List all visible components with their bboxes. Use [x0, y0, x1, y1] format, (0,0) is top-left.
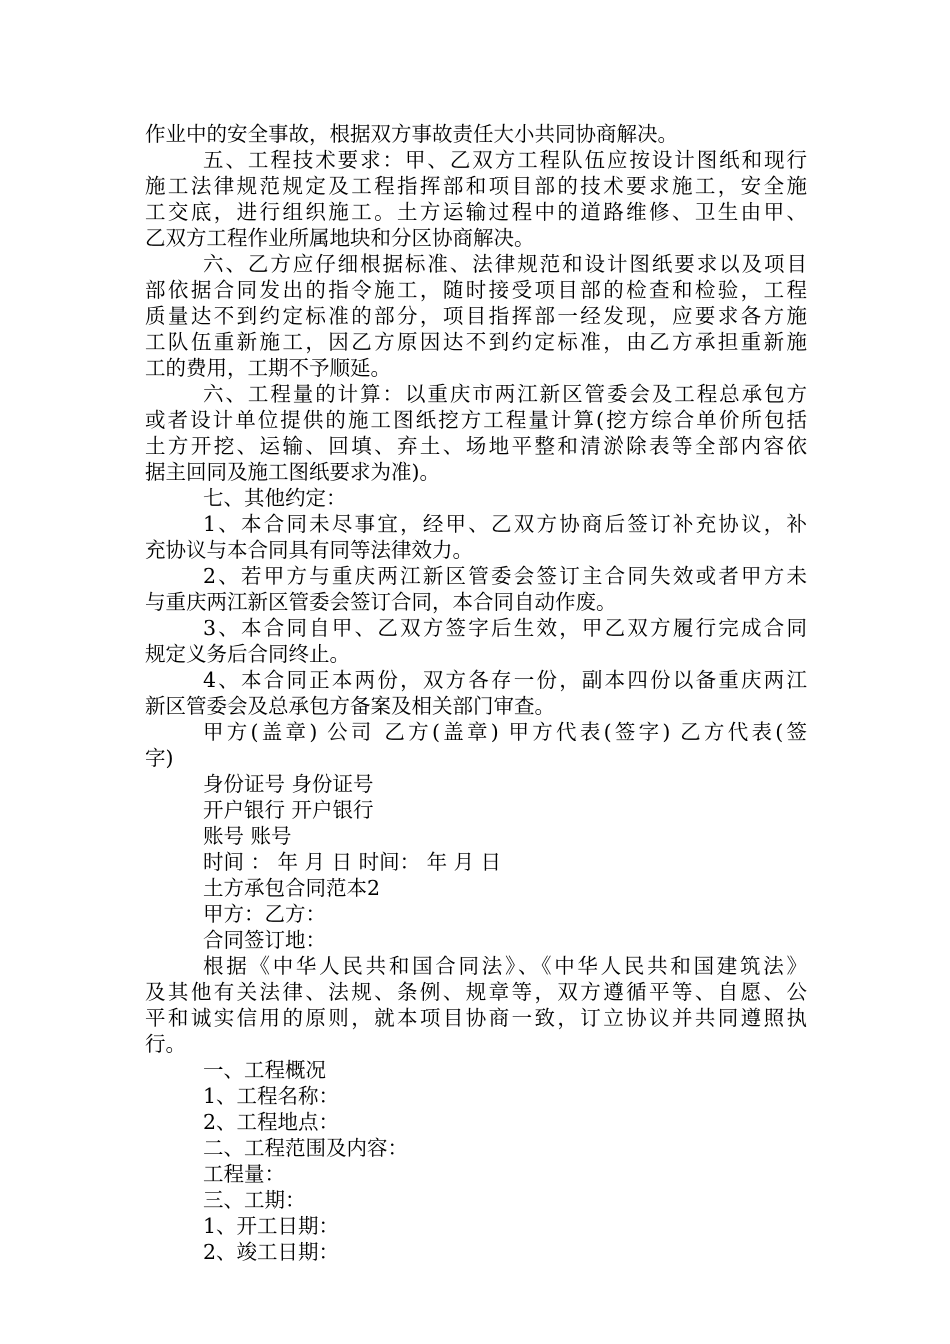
document-line: 施工法律规范规定及工程指挥部和项目部的技术要求施工，安全施 [145, 174, 807, 198]
document-line: 与重庆两江新区管委会签订合同，本合同自动作废。 [145, 590, 617, 614]
document-line: 字) [145, 746, 174, 770]
document-line: 2、工程地点： [203, 1110, 340, 1134]
document-line: 及其他有关法律、法规、条例、规章等，双方遵循平等、自愿、公 [145, 980, 807, 1004]
document-line: 工交底，进行组织施工。土方运输过程中的道路维修、卫生由甲、 [145, 200, 807, 224]
document-line: 三、工期： [203, 1188, 306, 1212]
document-line: 部依据合同发出的指令施工，随时接受项目部的检查和检验，工程 [145, 278, 807, 302]
document-line: 1、工程名称： [203, 1084, 340, 1108]
document-line: 土方开挖、运输、回填、弃土、场地平整和清淤除表等全部内容依 [145, 434, 807, 458]
document-line: 据主回同及施工图纸要求为准)。 [145, 460, 440, 484]
document-line: 乙双方工程作业所属地块和分区协商解决。 [145, 226, 535, 250]
document-line: 甲方：乙方： [203, 902, 326, 926]
document-line: 五、工程技术要求：甲、乙双方工程队伍应按设计图纸和现行 [203, 148, 807, 172]
document-line: 二、工程范围及内容： [203, 1136, 408, 1160]
document-line: 甲方(盖章) 公司 乙方(盖章) 甲方代表(签字) 乙方代表(签 [203, 720, 807, 744]
document-line: 身份证号 身份证号 [203, 772, 374, 796]
document-line: 开户银行 开户银行 [203, 798, 374, 822]
document-line: 1、开工日期： [203, 1214, 340, 1238]
document-line: 土方承包合同范本2 [203, 876, 381, 900]
document-line: 时间 ： 年 月 日 时间： 年 月 日 [203, 850, 502, 874]
document-line: 工的费用，工期不予顺延。 [145, 356, 391, 380]
document-line: 六、工程量的计算：以重庆市两江新区管委会及工程总承包方 [203, 382, 807, 406]
document-line: 账号 账号 [203, 824, 292, 848]
document-line: 行。 [145, 1032, 186, 1056]
document-line: 质量达不到约定标准的部分，项目指挥部一经发现，应要求各方施 [145, 304, 807, 328]
document-line: 根据《中华人民共和国合同法》、《中华人民共和国建筑法》 [203, 954, 807, 978]
document-page [145, 121, 807, 1265]
document-line: 作业中的安全事故，根据双方事故责任大小共同协商解决。 [145, 122, 678, 146]
document-line: 六、乙方应仔细根据标准、法律规范和设计图纸要求以及项目 [203, 252, 807, 276]
document-line: 工队伍重新施工，因乙方原因达不到约定标准，由乙方承担重新施 [145, 330, 807, 354]
document-line: 充协议与本合同具有同等法律效力。 [145, 538, 473, 562]
document-line: 2、竣工日期： [203, 1240, 340, 1264]
document-line: 合同签订地： [203, 928, 326, 952]
document-line: 工程量： [203, 1162, 285, 1186]
document-line: 2、若甲方与重庆两江新区管委会签订主合同失效或者甲方未 [203, 564, 807, 588]
document-line: 新区管委会及总承包方备案及相关部门审查。 [145, 694, 555, 718]
document-line: 七、其他约定： [203, 486, 347, 510]
document-line: 1、本合同未尽事宜，经甲、乙双方协商后签订补充协议，补 [203, 512, 807, 536]
document-line: 或者设计单位提供的施工图纸挖方工程量计算(挖方综合单价所包括 [145, 408, 807, 432]
document-line: 一、工程概况 [203, 1058, 326, 1082]
document-line: 3、本合同自甲、乙双方签字后生效，甲乙双方履行完成合同 [203, 616, 807, 640]
document-line: 4、本合同正本两份，双方各存一份，副本四份以备重庆两江 [203, 668, 807, 692]
document-line: 平和诚实信用的原则，就本项目协商一致，订立协议并共同遵照执 [145, 1006, 807, 1030]
document-line: 规定义务后合同终止。 [145, 642, 350, 666]
